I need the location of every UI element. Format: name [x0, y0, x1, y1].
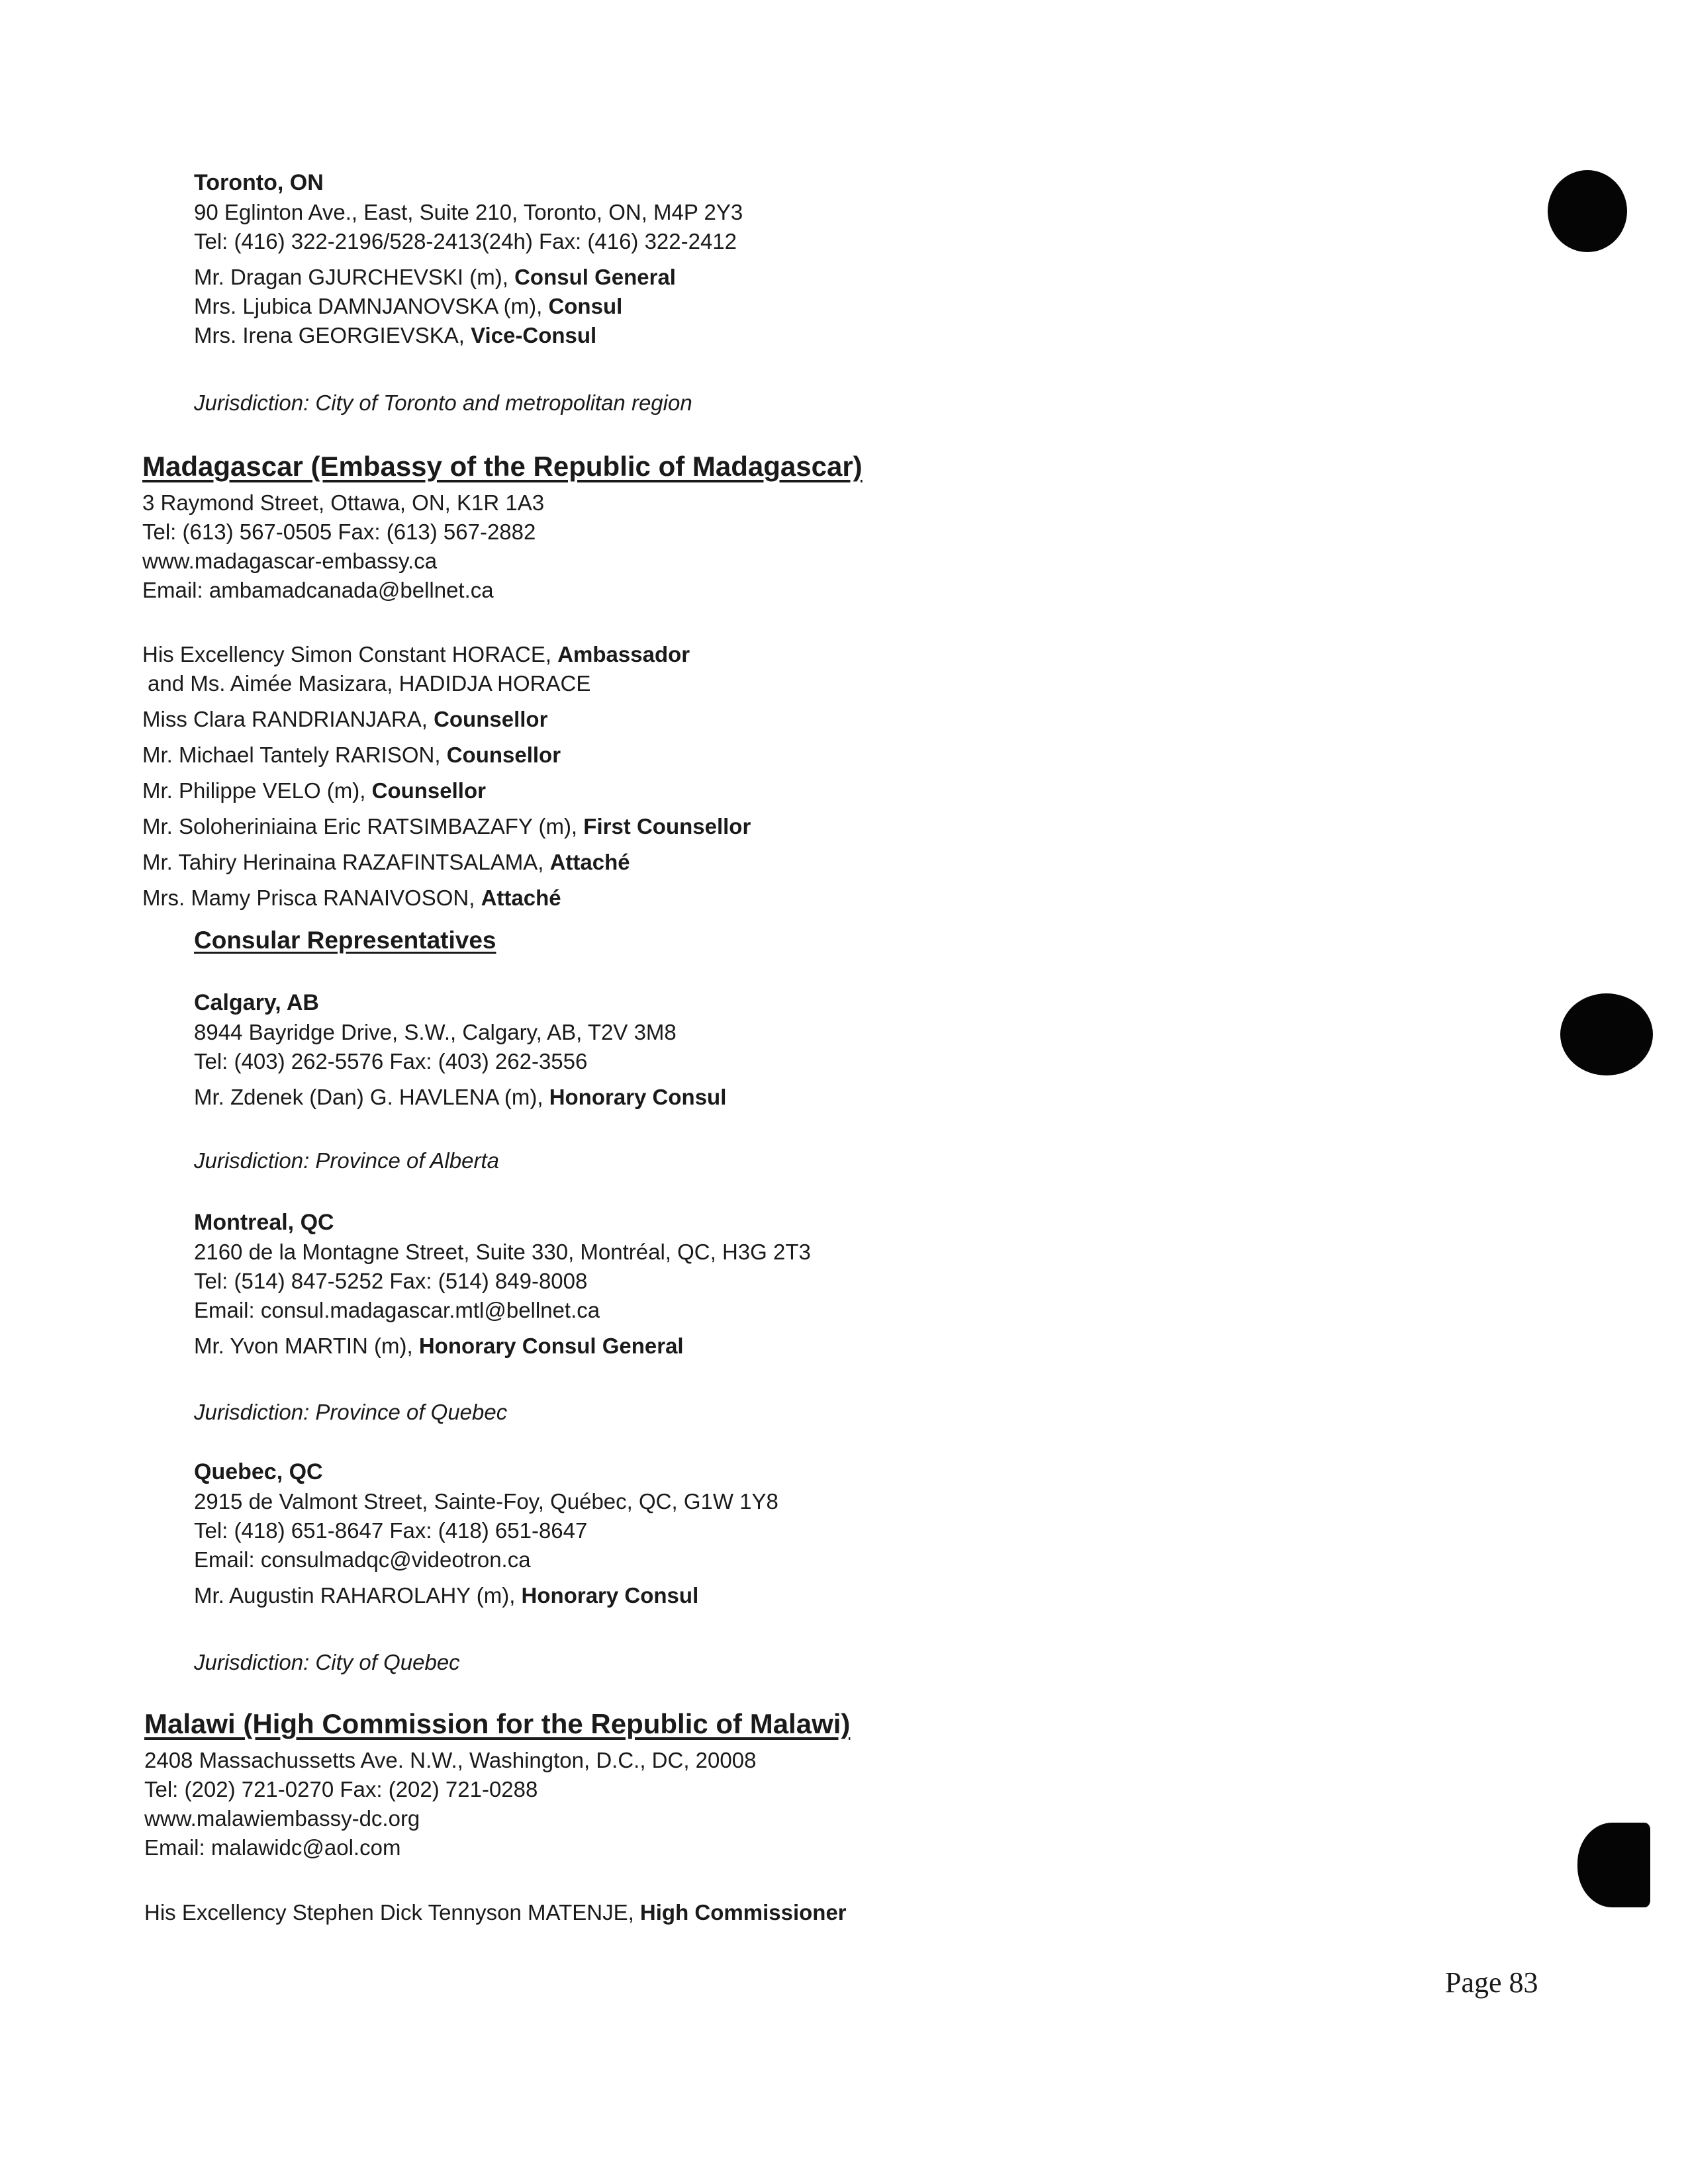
staff-name: Mr. Michael Tantely RARISON,	[142, 743, 447, 767]
staff-name: Mr. Yvon MARTIN (m),	[194, 1334, 419, 1358]
jurisdiction: Jurisdiction: City of Quebec	[194, 1650, 460, 1674]
punch-hole-middle	[1560, 993, 1653, 1075]
staff-title: Honorary Consul	[549, 1085, 727, 1109]
address: 8944 Bayridge Drive, S.W., Calgary, AB, T2V 3M8	[194, 1020, 677, 1044]
staff-name: Mr. Dragan GJURCHEVSKI (m),	[194, 265, 515, 289]
address: 2915 de Valmont Street, Sainte-Foy, Québec, QC, G1W 1Y8	[194, 1489, 778, 1514]
jurisdiction: Jurisdiction: Province of Alberta	[194, 1148, 499, 1173]
staff-name: His Excellency Simon Constant HORACE,	[142, 642, 558, 666]
staff-title: High Commissioner	[639, 1900, 847, 1925]
tel-fax: Tel: (514) 847-5252 Fax: (514) 849-8008	[194, 1269, 588, 1293]
staff-title: Consul	[548, 294, 623, 318]
staff-title: Honorary Consul	[521, 1583, 699, 1608]
calgary-consulate	[194, 987, 726, 1112]
page-number: Page 83	[1445, 1966, 1538, 1999]
jurisdiction: Jurisdiction: Province of Quebec	[194, 1400, 508, 1424]
madagascar-section	[142, 450, 863, 483]
staff-name: Mr. Zdenek (Dan) G. HAVLENA (m),	[194, 1085, 549, 1109]
jurisdiction: Jurisdiction: City of Toronto and metropolitan region	[194, 390, 692, 415]
madagascar-contact	[142, 488, 544, 605]
staff-name: His Excellency Stephen Dick Tennyson MATENJE,	[144, 1900, 640, 1925]
tel-fax: Tel: (613) 567-0505 Fax: (613) 567-2882	[142, 520, 536, 544]
punch-hole-top	[1548, 170, 1627, 252]
punch-hole-bottom	[1577, 1823, 1650, 1907]
tel-fax: Tel: (403) 262-5576 Fax: (403) 262-3556	[194, 1049, 588, 1073]
staff-title: Counsellor	[446, 743, 561, 767]
spouse-line: and Ms. Aimée Masizara, HADIDJA HORACE	[148, 671, 591, 696]
staff-line	[194, 1083, 726, 1112]
address: 3 Raymond Street, Ottawa, ON, K1R 1A3	[142, 490, 545, 515]
staff-title: Attaché	[481, 886, 561, 910]
toronto-consulate	[194, 167, 743, 350]
staff-name: Mr. Tahiry Herinaina RAZAFINTSALAMA,	[142, 850, 550, 874]
city-heading: Calgary, AB	[194, 990, 319, 1015]
staff-name: Mrs. Ljubica DAMNJANOVSKA (m),	[194, 294, 549, 318]
staff-name: Mr. Augustin RAHAROLAHY (m),	[194, 1583, 522, 1608]
email-link[interactable]: Email: malawidc@aol.com	[144, 1835, 401, 1860]
staff-title: Honorary Consul General	[418, 1334, 684, 1358]
staff-line	[142, 776, 751, 805]
staff-title: Consul General	[514, 265, 676, 289]
staff-line	[142, 884, 751, 913]
country-heading: Madagascar (Embassy of the Republic of Madagascar)	[142, 451, 863, 482]
staff-title: Attaché	[549, 850, 630, 874]
commissioner-line	[144, 1898, 847, 1927]
staff-line	[194, 263, 743, 292]
malawi-section	[144, 1707, 850, 1741]
staff-line	[142, 741, 751, 770]
calgary-jurisdiction	[194, 1146, 499, 1175]
address: 2160 de la Montagne Street, Suite 330, Montréal, QC, H3G 2T3	[194, 1240, 811, 1264]
consular-heading: Consular Representatives	[194, 927, 496, 954]
staff-name: Mrs. Irena GEORGIEVSKA,	[194, 323, 471, 347]
city-heading: Montreal, QC	[194, 1210, 334, 1235]
staff-line	[142, 705, 751, 734]
malawi-contact	[144, 1746, 756, 1862]
montreal-jurisdiction	[194, 1398, 507, 1427]
staff-title: Vice-Consul	[471, 323, 597, 347]
city-heading: Toronto, ON	[194, 170, 324, 195]
staff-name: Mr. Soloheriniaina Eric RATSIMBAZAFY (m),	[142, 814, 584, 839]
staff-name: Miss Clara RANDRIANJARA,	[142, 707, 434, 731]
address: 90 Eglinton Ave., East, Suite 210, Toronto, ON, M4P 2Y3	[194, 200, 743, 224]
staff-line	[194, 292, 743, 321]
madagascar-staff	[142, 640, 751, 913]
toronto-jurisdiction	[194, 388, 692, 418]
staff-line	[194, 1581, 778, 1610]
address: 2408 Massachussetts Ave. N.W., Washington, D.C., DC, 20008	[144, 1748, 757, 1772]
website-link[interactable]: www.malawiembassy-dc.org	[144, 1806, 420, 1831]
staff-line	[194, 321, 743, 350]
consular-heading-block	[194, 925, 496, 956]
staff-line	[142, 812, 751, 841]
staff-title: Ambassador	[557, 642, 690, 666]
staff-line	[142, 848, 751, 877]
ambassador-line	[142, 640, 751, 669]
staff-title: Counsellor	[434, 707, 548, 731]
malawi-staff	[144, 1898, 847, 1927]
website-link[interactable]: www.madagascar-embassy.ca	[142, 549, 438, 573]
city-heading: Quebec, QC	[194, 1459, 323, 1484]
tel-fax: Tel: (416) 322-2196/528-2413(24h) Fax: (416) 322-2412	[194, 229, 737, 253]
montreal-consulate	[194, 1207, 811, 1361]
email-link[interactable]: Email: ambamadcanada@bellnet.ca	[142, 578, 494, 602]
staff-title: First Counsellor	[583, 814, 751, 839]
staff-line	[194, 1332, 811, 1361]
tel-fax: Tel: (202) 721-0270 Fax: (202) 721-0288	[144, 1777, 538, 1801]
country-heading: Malawi (High Commission for the Republic of Malawi)	[144, 1708, 851, 1739]
email-link[interactable]: Email: consul.madagascar.mtl@bellnet.ca	[194, 1298, 600, 1322]
staff-title: Counsellor	[371, 778, 486, 803]
email-link[interactable]: Email: consulmadqc@videotron.ca	[194, 1547, 531, 1572]
tel-fax: Tel: (418) 651-8647 Fax: (418) 651-8647	[194, 1518, 588, 1543]
quebec-consulate	[194, 1457, 778, 1610]
staff-name: Mrs. Mamy Prisca RANAIVOSON,	[142, 886, 481, 910]
staff-name: Mr. Philippe VELO (m),	[142, 778, 372, 803]
quebec-jurisdiction	[194, 1648, 460, 1677]
